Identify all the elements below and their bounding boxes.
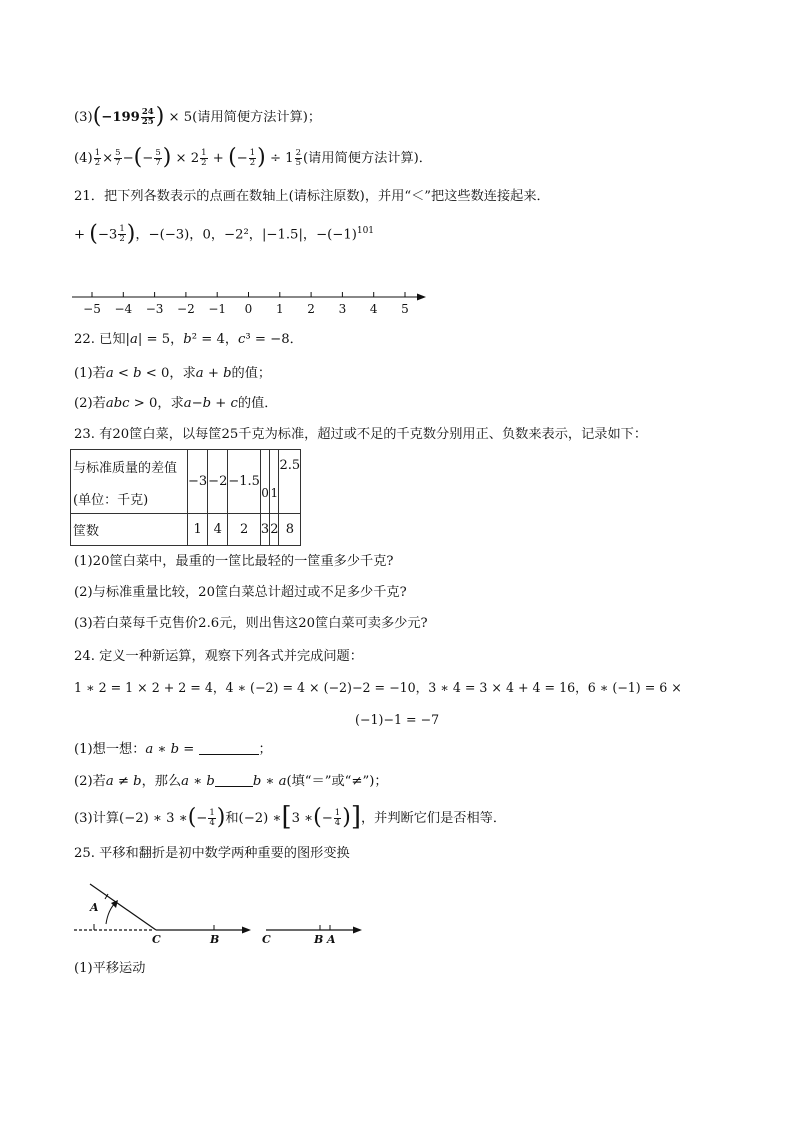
q21-title: 21．把下列各数表示的点画在数轴上(请标注原数)，并用“＜”把这些数连接起来． [74,189,550,204]
fig-ray-arrow [242,927,251,934]
fig2-arrow [353,927,362,934]
number-line [0,285,794,325]
number-line-tick-label: −4 [114,302,133,316]
number-line-tick-label: −3 [145,302,164,316]
q23-diff-cell: 2.5 [279,450,301,514]
q20-part3: (3)(−199 $\frac{24}{25}$ ) × 5(请用简便方法计算)； [74,104,322,129]
number-line-arrow [417,294,426,301]
number-line-tick-label: −1 [208,302,227,316]
q23-row-label: 筐数 [71,514,188,546]
fig2-label-c: C [262,933,271,946]
fig2-label-a: A [327,933,336,946]
q23-count-cell: 3 [260,514,269,546]
q23-count-cell: 8 [279,514,301,546]
q23-count-cell: 1 [188,514,208,546]
q20-p3-number: −199 [101,110,140,125]
q23-diff-cell: −3 [188,450,208,514]
fig2-label-b: B [314,933,324,946]
fig-slanted-segment [90,884,156,930]
q23-diff-cell: 1 [270,450,279,514]
q23-header-unit: (单位：千克) [71,484,188,514]
q20-p3-fraction: $\frac{24}{25}$ [141,107,154,127]
number-line-tick-label: 0 [244,302,253,316]
q22-title: 22. 已知|𝑎| = 5，𝑏² = 4，𝑐³ = −8． [74,332,303,347]
q21-exponent: 101 [356,226,375,236]
q22-part1: (1)若𝑎 < 𝑏 < 0，求𝑎 + 𝑏的值； [74,366,272,381]
q21-numbers: + (−3 $\frac{1}{2}$ )，−(−3)，0，−2²，|−1.5|，$-(-1)^{101}$ [74,221,375,247]
q20-part4: (4) $\frac{1}{2}$ × $\frac{5}{7}$ −(− $\frac{5}{7}$ ) × 2 $\frac{1}{2}$ + (− $\frac{1}{2}$ ) ÷ 1 $\frac{2}{5}$ (请用简便方法计算)． [74,145,432,170]
fig-label-b: B [210,933,220,946]
q23-part3: (3)若白菜每千克售价2.6元，则出售这20筐白菜可卖多少元? [74,616,428,631]
q23-title: 23. 有20筐白菜，以每筐25千克为标准，超过或不足的千克数分别用正、负数来表示，记录如下： [74,427,648,442]
q23-count-cell: 4 [208,514,228,546]
q23-part1: (1)20筐白菜中，最重的一筐比最轻的一筐重多少千克? [74,554,394,569]
q25-figure [70,880,370,950]
number-line-tick-label: −2 [177,302,195,316]
q24-part3: (3)计算(−2) ∗ 3 ∗(− $\frac{1}{4}$ )和(−2) ∗[3 ∗(− $\frac{1}{4}$ )]，并判断它们是否相等． [74,802,507,832]
q23-diff-cell: −2 [208,450,228,514]
q23-header-label: 与标准质量的差值 [71,450,188,484]
q24-part1: (1)想一想：𝑎 ∗ 𝑏 = ； [74,742,272,757]
q24-examples-line2: (−1)−1 = −7 [355,712,440,727]
q23-count-cell: 2 [228,514,261,546]
q25-title: 25. 平移和翻折是初中数学两种重要的图形变换 [74,846,350,861]
q24-answer-blank-2[interactable] [215,786,253,787]
q23-part2: (2)与标准重量比较，20筐白菜总计超过或不足多少千克? [74,585,407,600]
number-line-tick-label: 3 [338,302,347,316]
q22-part2: (2)若𝑎𝑏𝑐 > 0，求𝑎−𝑏 + 𝑐的值． [74,396,278,411]
number-line-tick-label: 2 [307,302,315,316]
fig-label-a: A [90,901,99,914]
number-line-tick-label: 1 [275,302,284,316]
q24-answer-blank-1[interactable] [199,754,259,755]
fig-label-c: C [152,933,161,946]
number-line-tick-label: 4 [369,302,378,316]
q25-part1: (1)平移运动 [74,961,146,976]
q24-title: 24. 定义一种新运算，观察下列各式并完成问题： [74,649,363,664]
q24-part2: (2)若𝑎 ≠ 𝑏，那么𝑎 ∗ 𝑏 𝑏 ∗ 𝑎(填“＝”或“≠”)； [74,774,388,789]
q23-table [70,449,301,546]
q23-diff-cell: 0 [260,450,269,514]
q23-count-cell: 2 [270,514,279,546]
q23-diff-cell: −1.5 [228,450,261,514]
number-line-tick-label: 5 [401,302,409,316]
number-line-tick-label: −5 [83,302,101,316]
q24-examples-line1: 1 ∗ 2 = 1 × 2 + 2 = 4，4 ∗ (−2) = 4 × (−2)−2 = −10，3 ∗ 4 = 3 × 4 + 4 = 16，6 ∗ (−1) = 6 × [74,680,682,695]
